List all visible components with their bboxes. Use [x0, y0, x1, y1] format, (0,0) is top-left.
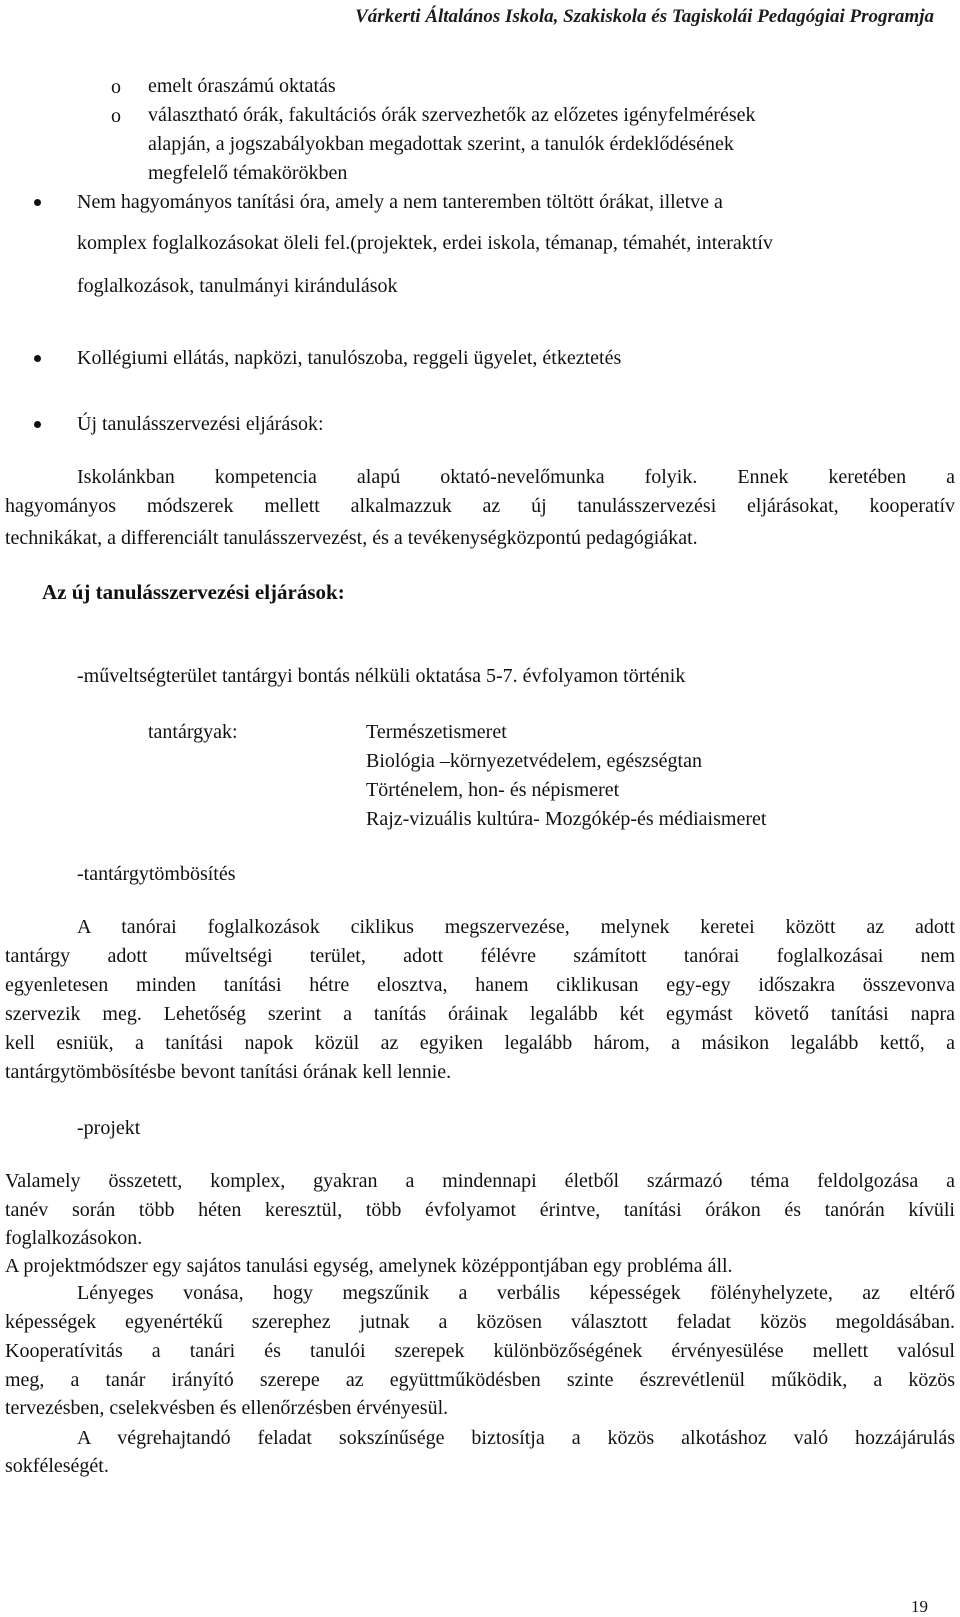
bullet-line: Nem hagyományos tanítási óra, amely a nem tanteremben töltött órákat, illetve a	[77, 191, 723, 213]
subjects-label: tantárgyak:	[148, 721, 238, 743]
bullet-line: foglalkozások, tanulmányi kirándulások	[77, 275, 398, 297]
paragraph-line: Kooperatívitás a tanári és tanulói szerepek különbözőségének érvényesülése mellett valósul	[5, 1340, 955, 1362]
paragraph-line: foglalkozásokon.	[5, 1227, 143, 1249]
paragraph-line: sokféleségét.	[5, 1455, 109, 1477]
bullet-line: komplex foglalkozásokat öleli fel.(projektek, erdei iskola, témanap, témahét, interaktív	[77, 232, 773, 254]
paragraph-line: tantárgytömbösítésbe bevont tanítási órának kell lennie.	[5, 1061, 452, 1083]
sublist-item-line: megfelelő témakörökben	[148, 162, 348, 184]
bullet-dot	[34, 199, 41, 206]
subject-item: Történelem, hon- és népismeret	[366, 779, 620, 801]
paragraph-line: Valamely összetett, komplex, gyakran a mindennapi életből származó téma feldolgozása a	[5, 1170, 955, 1192]
bullet-dot	[34, 421, 41, 428]
page-header: Várkerti Általános Iskola, Szakiskola és Tagiskolái Pedagógiai Programja	[355, 6, 934, 27]
sublist-marker: o	[111, 76, 121, 98]
paragraph-line: Lényeges vonása, hogy megszűnik a verbális képességek fölényhelyzete, az eltérő	[77, 1282, 955, 1304]
paragraph-line: tantárgy adott műveltségi terület, adott félévre számított tanórai foglalkozásai nem	[5, 945, 955, 967]
paragraph-line: kell esniük, a tanítási napok közül az egyiken legalább három, a másikon legalább kettő, a	[5, 1032, 955, 1054]
sublist-marker: o	[111, 105, 121, 127]
section-heading: Az új tanulásszervezési eljárások:	[42, 580, 345, 604]
paragraph-line: technikákat, a differenciált tanulásszervezést, és a tevékenységközpontú pedagógiákat.	[5, 527, 698, 549]
paragraph-line: tanév során több héten keresztül, több évfolyamot érintve, tanítási órákon és tanórán kívüli	[5, 1199, 955, 1221]
paragraph-line: hagyományos módszerek mellett alkalmazzuk az új tanulásszervezési eljárásokat, kooperatív	[5, 495, 955, 517]
page-number: 19	[911, 1597, 928, 1616]
bullet-line: Új tanulásszervezési eljárások:	[77, 413, 324, 435]
paragraph-line: A tanórai foglalkozások ciklikus megszervezése, melynek keretei között az adott	[77, 916, 955, 938]
paragraph-line: tervezésben, cselekvésben és ellenőrzésben érvényesül.	[5, 1397, 449, 1419]
tombosites-label: -tantárgytömbösítés	[77, 863, 236, 885]
sublist-item-line: alapján, a jogszabályokban megadottak szerint, a tanulók érdeklődésének	[148, 133, 734, 155]
bullet-dot	[34, 355, 41, 362]
paragraph-line: képességek egyenértékű szerephez jutnak a közösen választott feladat közös megoldásában.	[5, 1311, 955, 1333]
muveltseg-line: -műveltségterület tantárgyi bontás nélküli oktatása 5-7. évfolyamon történik	[77, 665, 686, 687]
paragraph-line: szervezik meg. Lehetőség szerint a tanítás óráinak legalább két egymást követő tanítási napra	[5, 1003, 955, 1025]
subject-item: Természetismeret	[366, 721, 507, 743]
paragraph-line: A projektmódszer egy sajátos tanulási egység, amelynek középpontjában egy probléma áll.	[5, 1255, 733, 1277]
subject-item: Biológia –környezetvédelem, egészségtan	[366, 750, 702, 772]
paragraph-line: Iskolánkban kompetencia alapú oktató-nevelőmunka folyik. Ennek keretében a	[77, 466, 955, 488]
bullet-line: Kollégiumi ellátás, napközi, tanulószoba, reggeli ügyelet, étkeztetés	[77, 347, 622, 369]
paragraph-line: meg, a tanár irányító szerepe az együttműködésben szinte észrevétlenül működik, a közös	[5, 1369, 955, 1391]
subject-item: Rajz-vizuális kultúra- Mozgókép-és médiaismeret	[366, 808, 767, 830]
paragraph-line: egyenletesen minden tanítási hétre elosztva, hanem ciklikusan egy-egy időszakra összevonva	[5, 974, 955, 996]
projekt-label: -projekt	[77, 1117, 141, 1139]
sublist-item-line: választható órák, fakultációs órák szervezhetők az előzetes igényfelmérések	[148, 104, 756, 126]
paragraph-line: A végrehajtandó feladat sokszínűsége biztosítja a közös alkotáshoz való hozzájárulás	[77, 1427, 955, 1449]
sublist-item-line: emelt óraszámú oktatás	[148, 75, 336, 97]
